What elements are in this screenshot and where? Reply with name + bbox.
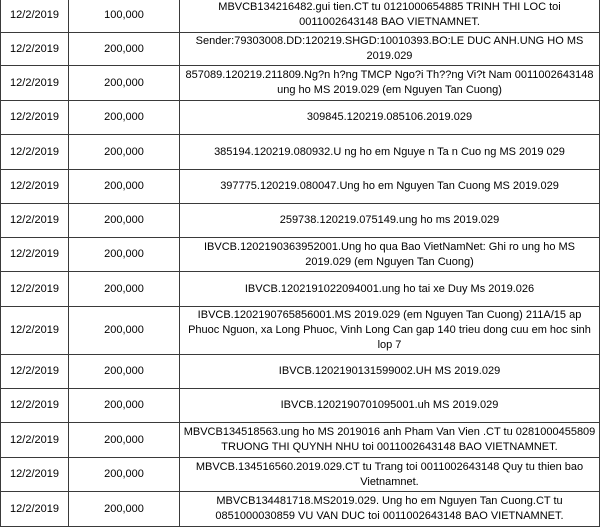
amount-cell: 200,000 xyxy=(69,492,180,527)
transaction-table-body xyxy=(1,0,600,527)
table-row xyxy=(1,204,600,238)
date-cell: 12/2/2019 xyxy=(1,135,69,170)
description-cell: IBVCB.1202190131599002.UH MS 2019.029 xyxy=(180,355,600,389)
table-row xyxy=(1,0,600,33)
amount-cell: 200,000 xyxy=(69,101,180,135)
table-row xyxy=(1,101,600,135)
amount-cell: 200,000 xyxy=(69,170,180,204)
date-cell: 12/2/2019 xyxy=(1,492,69,527)
table-row xyxy=(1,492,600,527)
table-row xyxy=(1,135,600,170)
amount-cell: 200,000 xyxy=(69,66,180,101)
description-cell: 385194.120219.080932.U ng ho em Nguye n Ta n Cuo ng MS 2019 029 xyxy=(180,135,600,170)
table-row xyxy=(1,33,600,66)
description-cell: 309845.120219.085106.2019.029 xyxy=(180,101,600,135)
table-row xyxy=(1,66,600,101)
description-cell: Sender:79303008.DD:120219.SHGD:10010393.BO:LE DUC ANH.UNG HO MS 2019.029 xyxy=(180,33,600,66)
amount-cell: 100,000 xyxy=(69,0,180,33)
date-cell: 12/2/2019 xyxy=(1,307,69,355)
description-cell: 259738.120219.075149.ung ho ms 2019.029 xyxy=(180,204,600,238)
amount-cell: 200,000 xyxy=(69,238,180,272)
amount-cell: 200,000 xyxy=(69,272,180,307)
table-row xyxy=(1,458,600,492)
amount-cell: 200,000 xyxy=(69,389,180,423)
amount-cell: 200,000 xyxy=(69,423,180,458)
date-cell: 12/2/2019 xyxy=(1,238,69,272)
description-cell: MBVCB134518563.ung ho MS 2019016 anh Pham Van Vien .CT tu 0281000455809 TRUONG THI QUYNH NHU toi 0011002643148 BAO VIETNAMNET. xyxy=(180,423,600,458)
description-cell: MBVCB.134516560.2019.029.CT tu Trang toi 0011002643148 Quy tu thien bao Vietnamnet. xyxy=(180,458,600,492)
description-cell: IBVCB.1202190363952001.Ung ho qua Bao VietNamNet: Ghi ro ung ho MS 2019.029 (em Nguyen Tan Cuong) xyxy=(180,238,600,272)
table-row xyxy=(1,307,600,355)
description-cell: MBVCB134216482.gui tien.CT tu 0121000654885 TRINH THI LOC toi 0011002643148 BAO VIETNAMNET. xyxy=(180,0,600,33)
date-cell: 12/2/2019 xyxy=(1,423,69,458)
date-cell: 12/2/2019 xyxy=(1,204,69,238)
date-cell: 12/2/2019 xyxy=(1,101,69,135)
table-row xyxy=(1,423,600,458)
date-cell: 12/2/2019 xyxy=(1,355,69,389)
amount-cell: 200,000 xyxy=(69,204,180,238)
amount-cell: 200,000 xyxy=(69,307,180,355)
table-row xyxy=(1,272,600,307)
date-cell: 12/2/2019 xyxy=(1,458,69,492)
table-row xyxy=(1,238,600,272)
description-cell: 397775.120219.080047.Ung ho em Nguyen Tan Cuong MS 2019.029 xyxy=(180,170,600,204)
table-row xyxy=(1,170,600,204)
date-cell: 12/2/2019 xyxy=(1,66,69,101)
table-row xyxy=(1,389,600,423)
amount-cell: 200,000 xyxy=(69,135,180,170)
date-cell: 12/2/2019 xyxy=(1,33,69,66)
description-cell: IBVCB.1202191022094001.ung ho tai xe Duy Ms 2019.026 xyxy=(180,272,600,307)
amount-cell: 200,000 xyxy=(69,458,180,492)
amount-cell: 200,000 xyxy=(69,355,180,389)
description-cell: MBVCB134481718.MS2019.029. Ung ho em Nguyen Tan Cuong.CT tu 0851000030859 VU VAN DUC toi 0011002643148 BAO VIETNAMNET. xyxy=(180,492,600,527)
description-cell: IBVCB.1202190765856001.MS 2019.029 (em Nguyen Tan Cuong) 211A/15 ap Phuoc Nguon, xa Long Phuoc, Vinh Long Can gap 140 trieu dong cuu em hoc sinh lop 7 xyxy=(180,307,600,355)
date-cell: 12/2/2019 xyxy=(1,389,69,423)
amount-cell: 200,000 xyxy=(69,33,180,66)
description-cell: 857089.120219.211809.Ng?n h?ng TMCP Ngo?i Th??ng Vi?t Nam 0011002643148 ung ho MS 2019.029 (em Nguyen Tan Cuong) xyxy=(180,66,600,101)
date-cell: 12/2/2019 xyxy=(1,272,69,307)
date-cell: 12/2/2019 xyxy=(1,0,69,33)
date-cell: 12/2/2019 xyxy=(1,170,69,204)
description-cell: IBVCB.1202190701095001.uh MS 2019.029 xyxy=(180,389,600,423)
table-row xyxy=(1,355,600,389)
